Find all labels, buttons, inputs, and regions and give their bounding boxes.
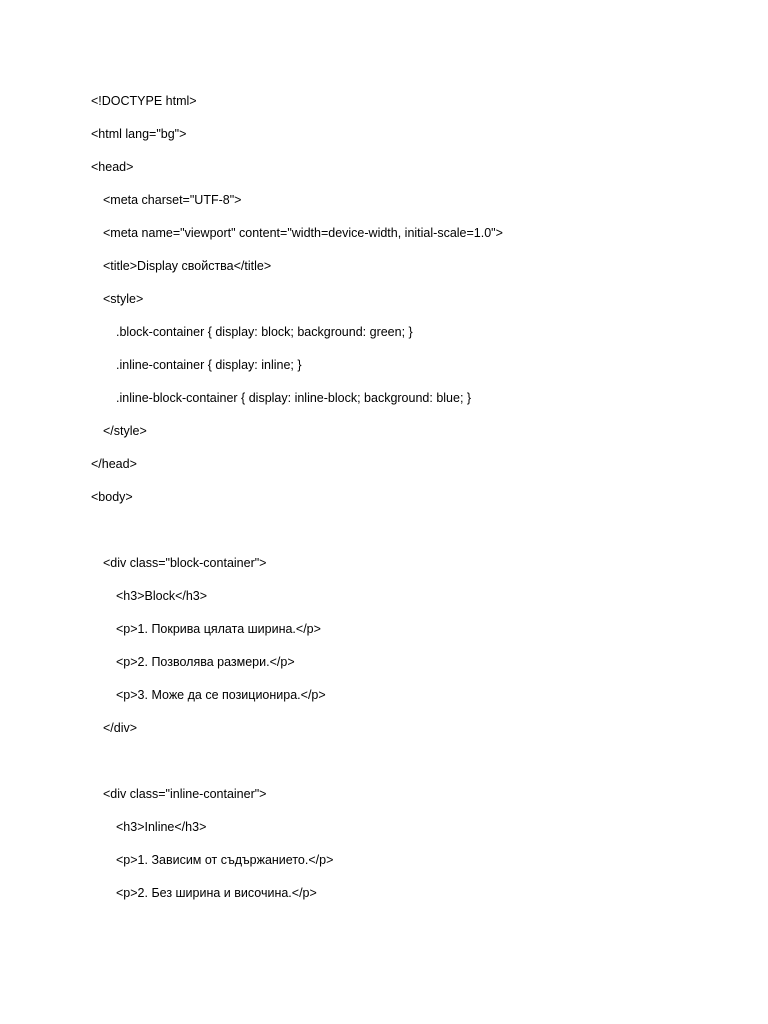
- code-line: <p>3. Може да се позиционира.</p>: [116, 688, 326, 702]
- code-line: <p>1. Покрива цялата ширина.</p>: [116, 622, 321, 636]
- code-line: .inline-block-container { display: inline-block; background: blue; }: [116, 391, 472, 405]
- code-listing: [91, 92, 731, 917]
- code-line: </div>: [103, 721, 138, 735]
- blank-line: [91, 521, 731, 554]
- code-line: <h3>Inline</h3>: [116, 820, 207, 834]
- code-line: <style>: [103, 292, 144, 306]
- code-line: <div class="inline-container">: [103, 787, 267, 801]
- code-line: <meta name="viewport" content="width=device-width, initial-scale=1.0">: [103, 226, 503, 240]
- code-line: <!DOCTYPE html>: [91, 94, 197, 108]
- code-line: <body>: [91, 490, 133, 504]
- code-line: <title>Display свойства</title>: [103, 259, 272, 273]
- code-line: <p>2. Позволява размери.</p>: [116, 655, 295, 669]
- blank-line: [91, 752, 731, 785]
- code-line: <meta charset="UTF-8">: [103, 193, 242, 207]
- code-line: .block-container { display: block; background: green; }: [116, 325, 413, 339]
- code-line: <h3>Block</h3>: [116, 589, 208, 603]
- code-line: <p>1. Зависим от съдържанието.</p>: [116, 853, 334, 867]
- code-line: <head>: [91, 160, 134, 174]
- code-line: .inline-container { display: inline; }: [116, 358, 302, 372]
- code-line: </style>: [103, 424, 147, 438]
- code-line: <html lang="bg">: [91, 127, 187, 141]
- code-line: <p>2. Без ширина и височина.</p>: [116, 886, 317, 900]
- code-line: <div class="block-container">: [103, 556, 267, 570]
- code-line: </head>: [91, 457, 137, 471]
